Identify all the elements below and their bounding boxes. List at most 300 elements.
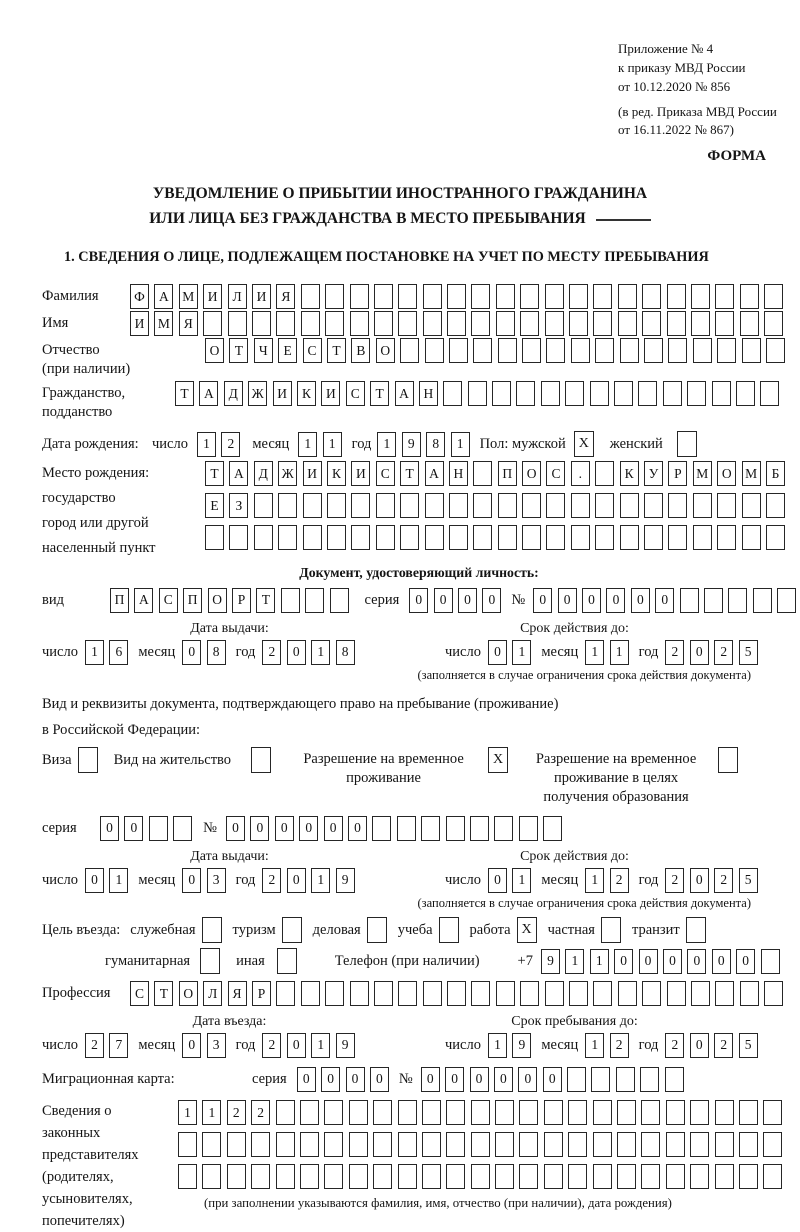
char-cell[interactable]: 0 <box>482 588 501 613</box>
char-cell[interactable] <box>350 311 369 336</box>
char-cell[interactable]: 0 <box>690 640 709 665</box>
char-cell[interactable]: Т <box>229 338 248 363</box>
char-cell[interactable] <box>423 284 442 309</box>
char-cell[interactable]: Т <box>400 461 419 486</box>
tourism-checkbox[interactable] <box>282 917 302 943</box>
char-cell[interactable] <box>668 493 687 518</box>
char-cell[interactable]: 1 <box>109 868 128 893</box>
char-cell[interactable] <box>374 981 393 1006</box>
char-cell[interactable] <box>495 1164 514 1189</box>
char-cell[interactable]: 5 <box>739 640 758 665</box>
char-cell[interactable]: 0 <box>370 1067 389 1092</box>
char-cell[interactable] <box>300 1100 319 1125</box>
char-cell[interactable] <box>471 284 490 309</box>
char-cell[interactable] <box>349 1164 368 1189</box>
char-cell[interactable]: 2 <box>262 1033 281 1058</box>
char-cell[interactable]: О <box>717 461 736 486</box>
char-cell[interactable]: 2 <box>85 1033 104 1058</box>
char-cell[interactable] <box>777 588 796 613</box>
char-cell[interactable]: М <box>179 284 198 309</box>
char-cell[interactable]: О <box>208 588 227 613</box>
char-cell[interactable] <box>372 816 391 841</box>
char-cell[interactable]: С <box>546 461 565 486</box>
char-cell[interactable] <box>618 284 637 309</box>
char-cell[interactable] <box>545 981 564 1006</box>
char-cell[interactable]: 0 <box>85 868 104 893</box>
char-cell[interactable] <box>520 311 539 336</box>
char-cell[interactable]: 9 <box>336 868 355 893</box>
char-cell[interactable] <box>571 493 590 518</box>
char-cell[interactable]: 0 <box>250 816 269 841</box>
visa-checkbox[interactable] <box>78 747 98 773</box>
char-cell[interactable] <box>665 1067 684 1092</box>
char-cell[interactable] <box>753 588 772 613</box>
char-cell[interactable] <box>473 493 492 518</box>
char-cell[interactable] <box>305 588 324 613</box>
char-cell[interactable] <box>449 338 468 363</box>
char-cell[interactable]: Я <box>228 981 247 1006</box>
char-cell[interactable] <box>330 588 349 613</box>
char-cell[interactable] <box>644 493 663 518</box>
char-cell[interactable] <box>693 493 712 518</box>
char-cell[interactable] <box>173 816 192 841</box>
char-cell[interactable] <box>715 1164 734 1189</box>
char-cell[interactable]: . <box>571 461 590 486</box>
char-cell[interactable] <box>446 1164 465 1189</box>
char-cell[interactable] <box>595 338 614 363</box>
char-cell[interactable] <box>398 1132 417 1157</box>
char-cell[interactable] <box>421 816 440 841</box>
char-cell[interactable]: Т <box>370 381 389 406</box>
char-cell[interactable] <box>593 1132 612 1157</box>
char-cell[interactable]: 1 <box>585 868 604 893</box>
char-cell[interactable] <box>350 981 369 1006</box>
char-cell[interactable] <box>642 311 661 336</box>
char-cell[interactable] <box>763 1164 782 1189</box>
char-cell[interactable]: А <box>134 588 153 613</box>
char-cell[interactable]: О <box>205 338 224 363</box>
char-cell[interactable]: 0 <box>287 1033 306 1058</box>
char-cell[interactable]: 2 <box>227 1100 246 1125</box>
char-cell[interactable]: К <box>327 461 346 486</box>
char-cell[interactable]: 0 <box>533 588 552 613</box>
char-cell[interactable]: 0 <box>690 1033 709 1058</box>
char-cell[interactable] <box>667 311 686 336</box>
char-cell[interactable] <box>638 381 657 406</box>
char-cell[interactable] <box>351 493 370 518</box>
char-cell[interactable] <box>715 284 734 309</box>
char-cell[interactable] <box>324 1100 343 1125</box>
char-cell[interactable] <box>693 525 712 550</box>
char-cell[interactable] <box>546 493 565 518</box>
char-cell[interactable]: 3 <box>207 868 226 893</box>
char-cell[interactable] <box>446 1100 465 1125</box>
char-cell[interactable]: 2 <box>262 868 281 893</box>
char-cell[interactable] <box>228 311 247 336</box>
char-cell[interactable] <box>690 1100 709 1125</box>
char-cell[interactable] <box>254 493 273 518</box>
char-cell[interactable] <box>400 525 419 550</box>
char-cell[interactable] <box>641 1132 660 1157</box>
char-cell[interactable] <box>400 493 419 518</box>
char-cell[interactable]: 1 <box>197 432 216 457</box>
char-cell[interactable] <box>641 1100 660 1125</box>
char-cell[interactable] <box>541 381 560 406</box>
char-cell[interactable]: 2 <box>714 868 733 893</box>
char-cell[interactable]: 0 <box>614 949 633 974</box>
char-cell[interactable] <box>666 1132 685 1157</box>
char-cell[interactable]: 0 <box>655 588 674 613</box>
char-cell[interactable] <box>498 493 517 518</box>
char-cell[interactable] <box>251 1132 270 1157</box>
char-cell[interactable]: 9 <box>512 1033 531 1058</box>
char-cell[interactable]: 0 <box>346 1067 365 1092</box>
char-cell[interactable] <box>764 284 783 309</box>
char-cell[interactable] <box>571 338 590 363</box>
char-cell[interactable]: П <box>183 588 202 613</box>
char-cell[interactable] <box>519 1100 538 1125</box>
char-cell[interactable]: 5 <box>739 868 758 893</box>
char-cell[interactable]: О <box>376 338 395 363</box>
char-cell[interactable] <box>740 284 759 309</box>
char-cell[interactable]: 0 <box>182 640 201 665</box>
char-cell[interactable] <box>495 1100 514 1125</box>
char-cell[interactable]: Д <box>254 461 273 486</box>
char-cell[interactable]: 1 <box>311 1033 330 1058</box>
char-cell[interactable] <box>374 284 393 309</box>
char-cell[interactable]: 2 <box>714 640 733 665</box>
char-cell[interactable]: К <box>297 381 316 406</box>
char-cell[interactable]: 1 <box>585 1033 604 1058</box>
char-cell[interactable] <box>303 493 322 518</box>
char-cell[interactable] <box>494 816 513 841</box>
char-cell[interactable]: А <box>229 461 248 486</box>
char-cell[interactable] <box>519 1132 538 1157</box>
char-cell[interactable]: 9 <box>402 432 421 457</box>
char-cell[interactable]: И <box>321 381 340 406</box>
char-cell[interactable]: Ж <box>278 461 297 486</box>
official-checkbox[interactable] <box>202 917 222 943</box>
char-cell[interactable] <box>278 493 297 518</box>
char-cell[interactable] <box>398 1164 417 1189</box>
char-cell[interactable] <box>712 381 731 406</box>
char-cell[interactable] <box>276 1132 295 1157</box>
char-cell[interactable] <box>567 1067 586 1092</box>
char-cell[interactable] <box>301 981 320 1006</box>
char-cell[interactable]: П <box>110 588 129 613</box>
char-cell[interactable] <box>569 284 588 309</box>
char-cell[interactable]: К <box>620 461 639 486</box>
char-cell[interactable] <box>398 981 417 1006</box>
char-cell[interactable] <box>717 525 736 550</box>
char-cell[interactable] <box>498 338 517 363</box>
char-cell[interactable]: 0 <box>182 1033 201 1058</box>
char-cell[interactable] <box>546 525 565 550</box>
char-cell[interactable] <box>473 461 492 486</box>
char-cell[interactable]: Ф <box>130 284 149 309</box>
char-cell[interactable]: 3 <box>207 1033 226 1058</box>
char-cell[interactable] <box>590 381 609 406</box>
char-cell[interactable]: 5 <box>739 1033 758 1058</box>
char-cell[interactable] <box>593 284 612 309</box>
char-cell[interactable]: П <box>498 461 517 486</box>
char-cell[interactable] <box>591 1067 610 1092</box>
char-cell[interactable]: 0 <box>558 588 577 613</box>
char-cell[interactable] <box>425 338 444 363</box>
char-cell[interactable] <box>492 381 511 406</box>
char-cell[interactable]: И <box>252 284 271 309</box>
study-checkbox[interactable] <box>439 917 459 943</box>
char-cell[interactable] <box>687 381 706 406</box>
char-cell[interactable] <box>423 981 442 1006</box>
char-cell[interactable] <box>569 311 588 336</box>
sex-male-checkbox[interactable]: X <box>574 431 594 457</box>
char-cell[interactable]: 1 <box>590 949 609 974</box>
char-cell[interactable] <box>446 816 465 841</box>
char-cell[interactable] <box>447 284 466 309</box>
char-cell[interactable] <box>519 1164 538 1189</box>
char-cell[interactable] <box>728 588 747 613</box>
char-cell[interactable]: Р <box>668 461 687 486</box>
char-cell[interactable] <box>544 1100 563 1125</box>
char-cell[interactable]: 2 <box>714 1033 733 1058</box>
char-cell[interactable]: И <box>351 461 370 486</box>
char-cell[interactable] <box>717 493 736 518</box>
char-cell[interactable] <box>618 311 637 336</box>
char-cell[interactable] <box>471 1132 490 1157</box>
char-cell[interactable] <box>763 1132 782 1157</box>
char-cell[interactable]: М <box>742 461 761 486</box>
char-cell[interactable] <box>522 338 541 363</box>
char-cell[interactable] <box>324 1164 343 1189</box>
edu-permit-checkbox[interactable] <box>718 747 738 773</box>
sex-female-checkbox[interactable] <box>677 431 697 457</box>
char-cell[interactable] <box>349 1100 368 1125</box>
char-cell[interactable]: 1 <box>451 432 470 457</box>
char-cell[interactable] <box>398 1100 417 1125</box>
char-cell[interactable] <box>425 525 444 550</box>
char-cell[interactable] <box>327 525 346 550</box>
char-cell[interactable] <box>595 525 614 550</box>
char-cell[interactable] <box>663 381 682 406</box>
char-cell[interactable] <box>739 1100 758 1125</box>
char-cell[interactable] <box>763 1100 782 1125</box>
char-cell[interactable]: 8 <box>336 640 355 665</box>
char-cell[interactable] <box>446 1132 465 1157</box>
char-cell[interactable]: 0 <box>494 1067 513 1092</box>
char-cell[interactable] <box>642 981 661 1006</box>
char-cell[interactable] <box>644 525 663 550</box>
char-cell[interactable] <box>325 284 344 309</box>
char-cell[interactable] <box>740 981 759 1006</box>
char-cell[interactable] <box>546 338 565 363</box>
char-cell[interactable] <box>736 381 755 406</box>
char-cell[interactable] <box>766 493 785 518</box>
char-cell[interactable]: М <box>693 461 712 486</box>
char-cell[interactable]: 0 <box>445 1067 464 1092</box>
char-cell[interactable] <box>374 311 393 336</box>
char-cell[interactable] <box>569 981 588 1006</box>
char-cell[interactable] <box>471 311 490 336</box>
char-cell[interactable] <box>471 1100 490 1125</box>
char-cell[interactable] <box>281 588 300 613</box>
char-cell[interactable]: В <box>351 338 370 363</box>
humanitarian-checkbox[interactable] <box>200 948 220 974</box>
char-cell[interactable]: 1 <box>298 432 317 457</box>
char-cell[interactable] <box>690 1132 709 1157</box>
other-checkbox[interactable] <box>277 948 297 974</box>
transit-checkbox[interactable] <box>686 917 706 943</box>
char-cell[interactable]: Т <box>175 381 194 406</box>
char-cell[interactable]: 0 <box>421 1067 440 1092</box>
char-cell[interactable] <box>568 1100 587 1125</box>
char-cell[interactable] <box>350 284 369 309</box>
char-cell[interactable] <box>422 1164 441 1189</box>
char-cell[interactable] <box>376 493 395 518</box>
char-cell[interactable]: 0 <box>324 816 343 841</box>
char-cell[interactable]: С <box>346 381 365 406</box>
char-cell[interactable] <box>593 311 612 336</box>
char-cell[interactable] <box>761 949 780 974</box>
char-cell[interactable]: Н <box>419 381 438 406</box>
char-cell[interactable] <box>668 525 687 550</box>
char-cell[interactable] <box>254 525 273 550</box>
char-cell[interactable]: 2 <box>221 432 240 457</box>
char-cell[interactable]: 0 <box>287 868 306 893</box>
char-cell[interactable] <box>642 284 661 309</box>
char-cell[interactable]: 0 <box>124 816 143 841</box>
char-cell[interactable]: 0 <box>275 816 294 841</box>
char-cell[interactable] <box>690 1164 709 1189</box>
char-cell[interactable] <box>516 381 535 406</box>
business-checkbox[interactable] <box>367 917 387 943</box>
char-cell[interactable] <box>227 1132 246 1157</box>
char-cell[interactable] <box>422 1132 441 1157</box>
char-cell[interactable]: 0 <box>543 1067 562 1092</box>
char-cell[interactable] <box>520 981 539 1006</box>
char-cell[interactable] <box>717 338 736 363</box>
char-cell[interactable]: 0 <box>663 949 682 974</box>
char-cell[interactable] <box>593 981 612 1006</box>
char-cell[interactable] <box>178 1132 197 1157</box>
char-cell[interactable]: 0 <box>470 1067 489 1092</box>
char-cell[interactable] <box>593 1164 612 1189</box>
char-cell[interactable] <box>303 525 322 550</box>
char-cell[interactable]: 8 <box>426 432 445 457</box>
char-cell[interactable] <box>565 381 584 406</box>
char-cell[interactable] <box>544 1164 563 1189</box>
char-cell[interactable] <box>617 1132 636 1157</box>
char-cell[interactable] <box>666 1164 685 1189</box>
char-cell[interactable] <box>325 311 344 336</box>
char-cell[interactable]: 2 <box>610 868 629 893</box>
char-cell[interactable]: Т <box>205 461 224 486</box>
char-cell[interactable] <box>373 1164 392 1189</box>
char-cell[interactable]: 1 <box>85 640 104 665</box>
char-cell[interactable] <box>764 981 783 1006</box>
char-cell[interactable] <box>691 981 710 1006</box>
char-cell[interactable] <box>203 311 222 336</box>
char-cell[interactable] <box>760 381 779 406</box>
char-cell[interactable]: 1 <box>178 1100 197 1125</box>
char-cell[interactable] <box>276 1100 295 1125</box>
char-cell[interactable] <box>620 493 639 518</box>
char-cell[interactable] <box>766 338 785 363</box>
char-cell[interactable] <box>644 338 663 363</box>
char-cell[interactable]: 6 <box>109 640 128 665</box>
char-cell[interactable] <box>667 284 686 309</box>
char-cell[interactable] <box>545 311 564 336</box>
char-cell[interactable] <box>276 981 295 1006</box>
char-cell[interactable] <box>568 1132 587 1157</box>
char-cell[interactable]: 0 <box>297 1067 316 1092</box>
char-cell[interactable] <box>680 588 699 613</box>
char-cell[interactable] <box>618 981 637 1006</box>
char-cell[interactable]: 1 <box>377 432 396 457</box>
char-cell[interactable] <box>620 338 639 363</box>
char-cell[interactable]: И <box>303 461 322 486</box>
temp-permit-checkbox[interactable]: X <box>488 747 508 773</box>
char-cell[interactable] <box>740 311 759 336</box>
char-cell[interactable] <box>301 311 320 336</box>
char-cell[interactable] <box>667 981 686 1006</box>
char-cell[interactable]: Р <box>232 588 251 613</box>
char-cell[interactable] <box>449 525 468 550</box>
char-cell[interactable] <box>595 493 614 518</box>
char-cell[interactable] <box>522 493 541 518</box>
char-cell[interactable] <box>301 284 320 309</box>
char-cell[interactable] <box>496 311 515 336</box>
char-cell[interactable] <box>742 525 761 550</box>
char-cell[interactable] <box>593 1100 612 1125</box>
char-cell[interactable]: С <box>159 588 178 613</box>
char-cell[interactable]: 0 <box>518 1067 537 1092</box>
char-cell[interactable] <box>205 525 224 550</box>
char-cell[interactable] <box>327 493 346 518</box>
char-cell[interactable] <box>522 525 541 550</box>
char-cell[interactable]: И <box>130 311 149 336</box>
char-cell[interactable] <box>766 525 785 550</box>
char-cell[interactable] <box>691 284 710 309</box>
char-cell[interactable]: Т <box>256 588 275 613</box>
char-cell[interactable] <box>300 1164 319 1189</box>
char-cell[interactable]: 0 <box>299 816 318 841</box>
char-cell[interactable]: Т <box>327 338 346 363</box>
char-cell[interactable] <box>400 338 419 363</box>
char-cell[interactable] <box>666 1100 685 1125</box>
char-cell[interactable] <box>276 1164 295 1189</box>
char-cell[interactable] <box>715 311 734 336</box>
char-cell[interactable]: Л <box>228 284 247 309</box>
char-cell[interactable] <box>422 1100 441 1125</box>
char-cell[interactable]: 0 <box>488 640 507 665</box>
char-cell[interactable]: 2 <box>665 640 684 665</box>
char-cell[interactable] <box>398 284 417 309</box>
char-cell[interactable] <box>568 1164 587 1189</box>
char-cell[interactable]: Ч <box>254 338 273 363</box>
char-cell[interactable]: 8 <box>207 640 226 665</box>
char-cell[interactable] <box>496 981 515 1006</box>
char-cell[interactable] <box>668 338 687 363</box>
char-cell[interactable] <box>473 525 492 550</box>
char-cell[interactable]: 9 <box>541 949 560 974</box>
char-cell[interactable] <box>693 338 712 363</box>
char-cell[interactable] <box>202 1132 221 1157</box>
char-cell[interactable] <box>449 493 468 518</box>
char-cell[interactable]: 0 <box>321 1067 340 1092</box>
char-cell[interactable] <box>300 1132 319 1157</box>
char-cell[interactable]: 1 <box>610 640 629 665</box>
